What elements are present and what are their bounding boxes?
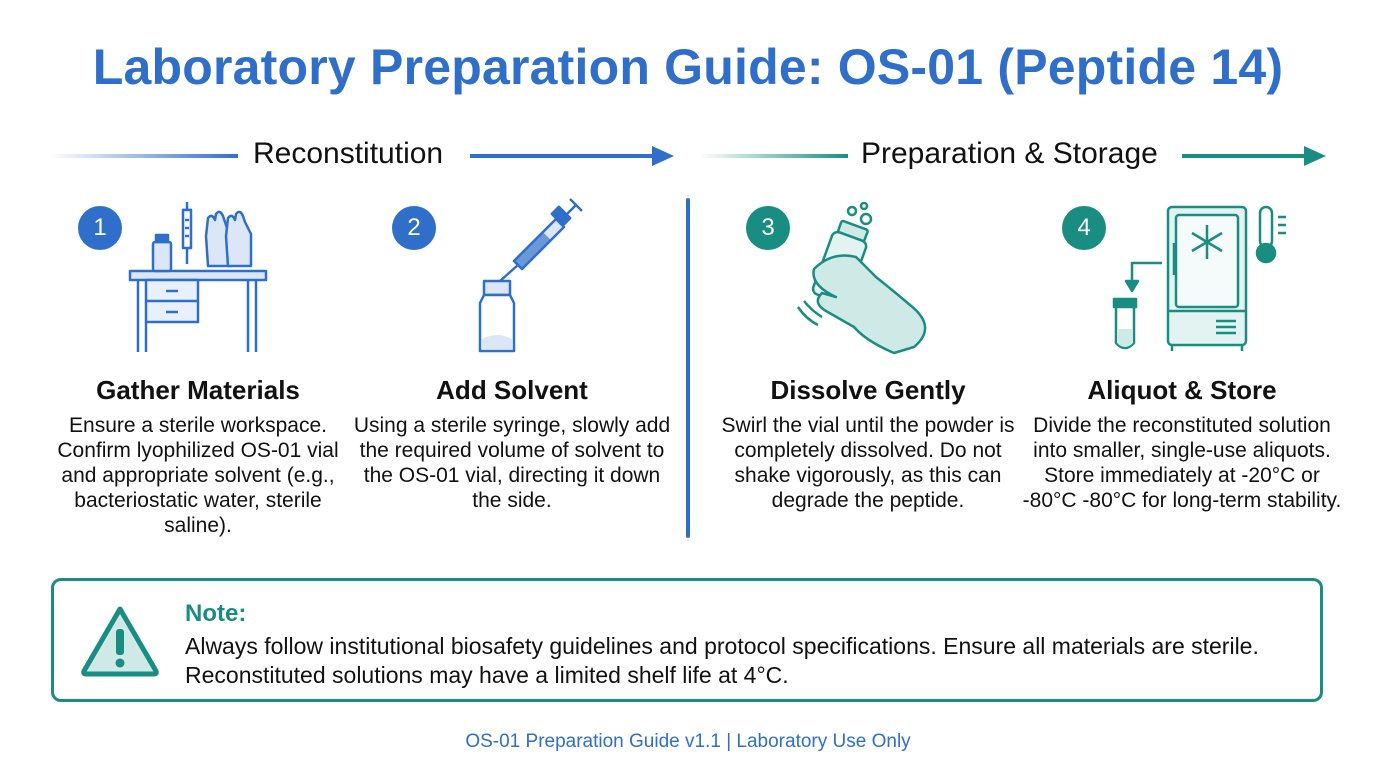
syringe-vial-icon [462,193,592,357]
page-title: Laboratory Preparation Guide: OS-01 (Peptide 14) [92,39,1284,95]
step-number-badge: 1 [78,206,122,250]
storage-lead-line [700,154,848,158]
storage-arrowhead [1304,146,1326,166]
step-number-badge: 2 [392,206,436,250]
step-title: Aliquot & Store [1087,375,1277,405]
reconstitution-lead-line [50,154,238,158]
step-description: Divide the reconstituted solution into smaller, single-use aliquots. Store immediately at -20°C or -80°C -80°C for long-term stability. [1022,414,1342,512]
lab-bench-icon [128,200,278,360]
storage-arrow-line [1182,154,1306,158]
note-title: Note: [185,600,247,627]
step-description: Ensure a sterile workspace. Confirm lyophilized OS-01 vial and appropriate solvent (e.g., bacteriostatic water, sterile saline). [57,414,339,537]
phase-label-preparation-storage: Preparation & Storage [861,137,1158,170]
phase-divider [686,198,690,538]
step-number-badge: 3 [746,206,790,250]
step-description: Using a sterile syringe, slowly add the required volume of solvent to the OS-01 vial, directing it down the side. [353,414,671,512]
step-title: Dissolve Gently [770,375,966,405]
step-title: Gather Materials [96,375,300,405]
note-text: Always follow institutional biosafety guidelines and protocol specifications. Ensure all materials are sterile. Reconstituted solutions may have a limited shelf life at 4°C. [185,633,1259,688]
step-number-badge: 4 [1062,206,1106,250]
note-box [51,578,1323,702]
step-description: Swirl the vial until the powder is completely dissolved. Do not shake vigorously, as this can degrade the peptide. [721,414,1015,512]
hand-swirl-vial-icon [792,201,942,355]
reconstitution-arrow-line [470,154,654,158]
warning-icon [80,605,160,677]
phase-arrows [0,130,1376,182]
phase-label-reconstitution: Reconstitution [253,137,444,170]
reconstitution-arrowhead [652,146,674,166]
step-title: Add Solvent [436,375,588,405]
freezer-icon [1108,203,1298,355]
footer: OS-01 Preparation Guide v1.1 | Laboratory Use Only [465,731,911,752]
